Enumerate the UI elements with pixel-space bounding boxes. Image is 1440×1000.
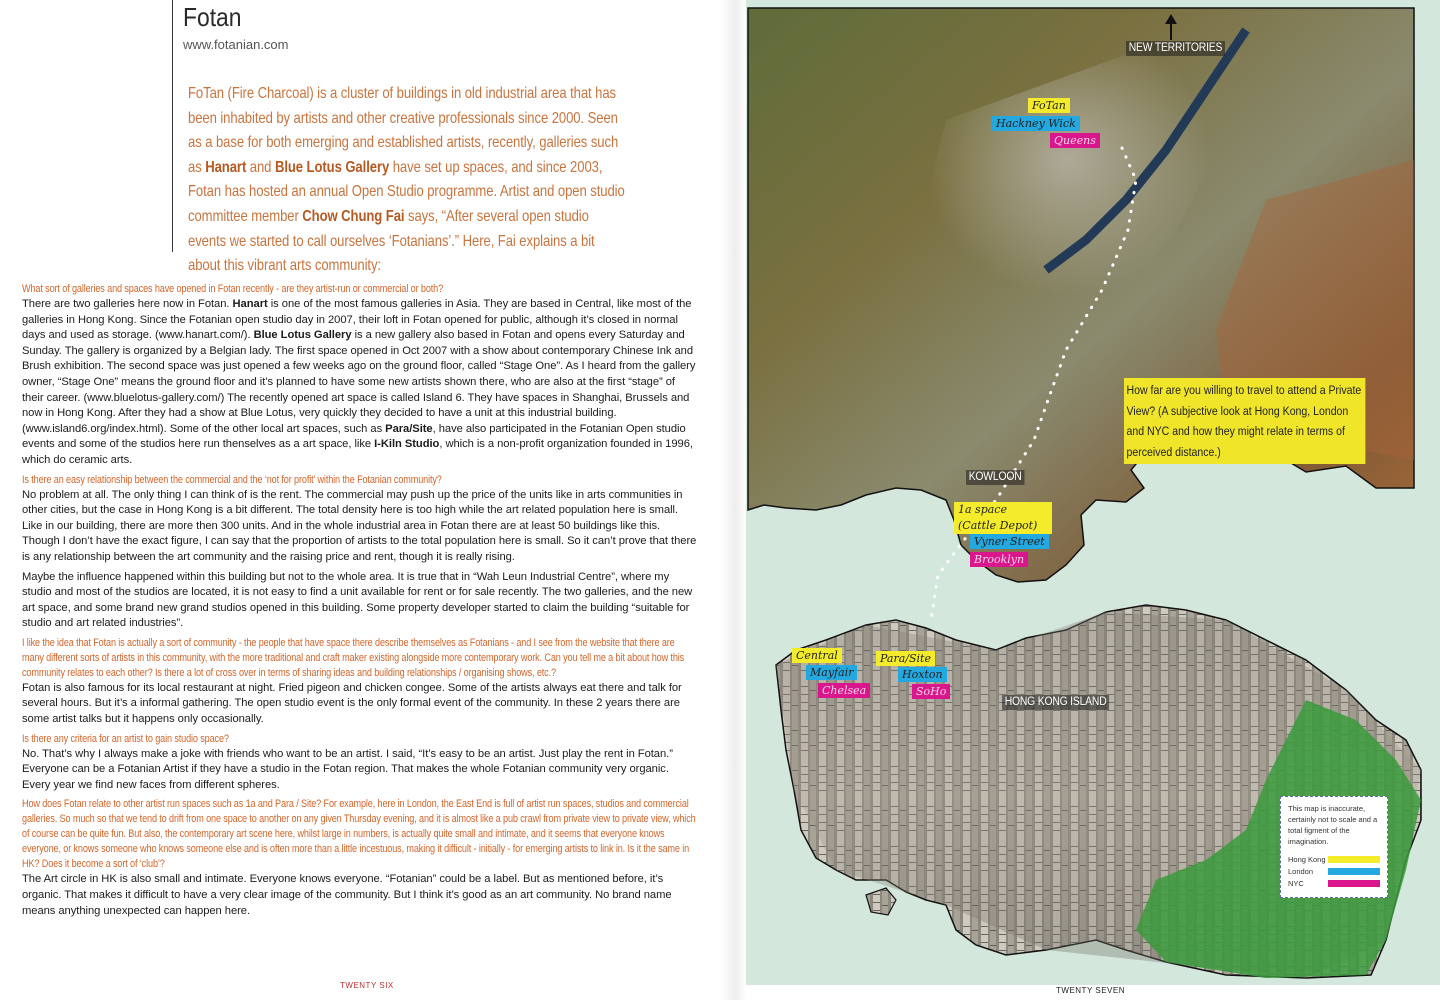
tag-1a-space-line1: 1a space	[958, 503, 1007, 516]
article-title: Fotan	[183, 2, 242, 32]
website-url: www.fotanian.com	[183, 37, 289, 52]
interview-question: I like the idea that Fotan is actually a sort of community - the people that have space there describe themselves as Fotanians - and I see from the website that there are many different sorts of artists in this community, with the more traditional and craft maker existing alongside more contemporary work. Can you tell me a bit about how this community relates to each other? Is there a lot of cross over in terms of sharing ideas and building relationships / organising shows, etc.?	[22, 636, 685, 679]
interview-answer: The Art circle in HK is also small and intimate. Everyone knows everyone. “Fotanian” could be a label. But as mentioned before, it’s organic. That makes it difficult to have a very clear image of the community. But I think it’s good as an art community. No brand name means anything unexpected can happen here.	[22, 873, 672, 917]
interview-answer: There are two galleries here now in Fotan. Hanart is one of the most famous galleries in Asia. They are based in Central, like most of the galleries in Hong Kong. Since the Fotanian open studio day in 2007, their loft in Fotan opened for public, although it’s closed in normal days and used as storage. (www.hanart.com/). Blue Lotus Gallery is a new gallery also based in Fotan and opens every Saturday and Sunday. The gallery is organized by a Belgian lady. The first space opened in Oct 2007 with a show about contemporary Chinese Ink and Brush exhibition. The second space was just opened a few weeks ago on the ground floor, called “Stage One”. As I heard from the gallery owner, “Stage One” means the ground floor and it’s planned to have some new artists shown there, who are also at the first “stage” of their career. (www.bluelotus-gallery.com/) The recently opened art space is called Island 6. They have spaces in Shanghai, Brussels and now in Hong Kong. After they had a show at Blue Lotus, very quickly they decided to have a unit at this industrial building. (www.island6.org/index.html). Some of the other local art spaces, such as Para/Site, have also participated in the Fotanian Open studio events and some of the studios here run thenselves as a art space, like I-Kiln Studio, which is a non-profit organization founded in 1996, which do ceramic arts.	[22, 298, 696, 466]
interview-question: How does Fotan relate to other artist run spaces such as 1a and Para / Site? For example, here in London, the East End is full of artist run spaces, studios and commercial galleries. So much so that we tend to drift from one space to another on any given Thursday evening, and it is almost like a pub crawl from private view to private view, which of course can be quite fun. But also, the contemporary art scene here, whilst large in numbers, is actually quite small and intimate, and it seems that everyone knows everyone, or knows someone who knows someone else and is often more than a little incestuous, making it difficult - initially - for emerging artists to link in. Is it the same in HK? Does it become a sort of ‘club’?	[22, 798, 696, 871]
new-territories-label: NEW TERRITORIES	[1126, 41, 1225, 56]
legend-swatch-blue	[1328, 868, 1380, 875]
legend-swatch-magenta	[1328, 880, 1380, 887]
tag-soho: SoHo	[912, 684, 950, 699]
tag-fotan: FoTan	[1028, 98, 1070, 113]
interview-answer: No. That’s why I always make a joke with friends who want to be an artist. I said, “It’s easy to be an artist. Just play the rent in Fotan.” Everyone can be a Fotanian Artist if they have a studio in the Fotan region. That makes the whole Fotanian community very organic. Every year we find new faces from different spheres.	[22, 747, 673, 791]
legend-row-nyc	[1288, 878, 1380, 889]
answer-bold: Para/Site	[385, 422, 433, 435]
tag-hoxton: Hoxton	[898, 667, 947, 682]
tag-hackney-wick: Hackney Wick	[992, 116, 1080, 131]
legend-note: This map is inaccurate, certainly not to scale and a total figment of the imagination.	[1288, 804, 1378, 846]
interview-question: What sort of galleries and spaces have opened in Fotan recently - are they artist-run or commercial or both?	[22, 283, 444, 295]
interview-answer: No problem at all. The only thing I can think of is the rent. The commercial may push up the price of the units like in arts communities in other cities, but the case in Hong Kong is a bit different. The total density here is too high while the art related population here is small. Like in our building, there are more then 300 units. And in the whole industrial area in Fotan there are at least 50 buildings like this. Though I don’t have the exact figure, I can say that the proportion of artists to the total population here is small. So it can’t prove that there is any relationship between the art community and the raising price and rent, though it is really rising.	[22, 488, 697, 563]
title-divider	[172, 0, 173, 252]
interview-answer: Maybe the influence happened within this building but not to the whole area. It is true that in “Wah Leun Industrial Centre”, where my studio and most of the studios are located, it is not easy to find a unit available for rent or for sale recently. The two galleries, and the new art space, and some brand new grand studios opened in this building. Some property developer started to claim the building “suitable for studio and art related industries”.	[22, 570, 693, 630]
interview-answer: Fotan is also famous for its local restaurant at night. Fried pigeon and chicken congee. Some of the artists always eat there and talk for several hours. But it’s a informal gathering. The open studio event is the only formal event of the community. In these 2 years there are some artist talks but it happens only occasionally.	[22, 681, 682, 726]
hong-kong-island-label: HONG KONG ISLAND	[1002, 695, 1109, 710]
tag-1a-space	[954, 502, 1052, 534]
interview-question: Is there an easy relationship between the commercial and the ‘not for profit’ within the Fotanian community?	[22, 473, 442, 486]
legend-swatch-yellow	[1328, 856, 1380, 863]
legend-row-london	[1288, 866, 1380, 877]
map-legend	[1280, 796, 1388, 898]
answer-bold: I-Kiln Studio	[374, 438, 440, 451]
tag-mayfair: Mayfair	[806, 665, 857, 680]
tag-1a-space-line2: (Cattle Depot)	[958, 519, 1038, 532]
kowloon-label: KOWLOON	[966, 470, 1024, 485]
page-gutter	[720, 0, 746, 1000]
intro-paragraph: FoTan (Fire Charcoal) is a cluster of buildings in old industrial area that has been inhabited by artists and other creative professionals since 2000. Seen as a base for both emerging and established artists, recently, galleries such as Hanart and Blue Lotus Gallery have set up spaces, and since 2003, Fotan has hosted an annual Open Studio programme. Artist and open studio committee member Chow Chung Fai says, “After several open studio events we started to call ourselves ‘Fotanians’.” Here, Fai explains a bit about this vibrant arts community:	[188, 85, 625, 275]
legend-label-nyc: NYC	[1288, 879, 1304, 888]
tag-vyner-street: Vyner Street	[970, 534, 1049, 549]
intro-bold: Blue Lotus Gallery	[274, 158, 390, 176]
page-number-right: TWENTY SEVEN	[1056, 986, 1125, 995]
right-page	[746, 0, 1440, 1000]
intro-bold: Hanart	[205, 158, 247, 176]
legend-row-hong-kong	[1288, 854, 1380, 865]
tag-para-site: Para/Site	[876, 651, 935, 666]
interview-body	[22, 282, 698, 923]
tag-central: Central	[792, 648, 842, 663]
interview-question: Is there any criteria for an artist to gain studio space?	[22, 732, 229, 745]
tag-brooklyn: Brooklyn	[970, 552, 1028, 567]
tag-queens: Queens	[1050, 133, 1100, 148]
legend-label-hong-kong: Hong Kong	[1288, 855, 1326, 864]
answer-bold: Blue Lotus Gallery	[253, 329, 352, 342]
answer-bold: Hanart	[232, 298, 268, 310]
page-number-left: TWENTY SIX	[340, 981, 394, 990]
intro-bold: Chow Chung Fai	[302, 207, 405, 225]
private-view-callout: How far are you willing to travel to attend a Private View? (A subjective look at Hong Kong, London and NYC and how they might relate in terms of perceived distance.)	[1124, 378, 1365, 464]
tag-chelsea: Chelsea	[818, 683, 870, 698]
legend-label-london: London	[1288, 867, 1314, 876]
